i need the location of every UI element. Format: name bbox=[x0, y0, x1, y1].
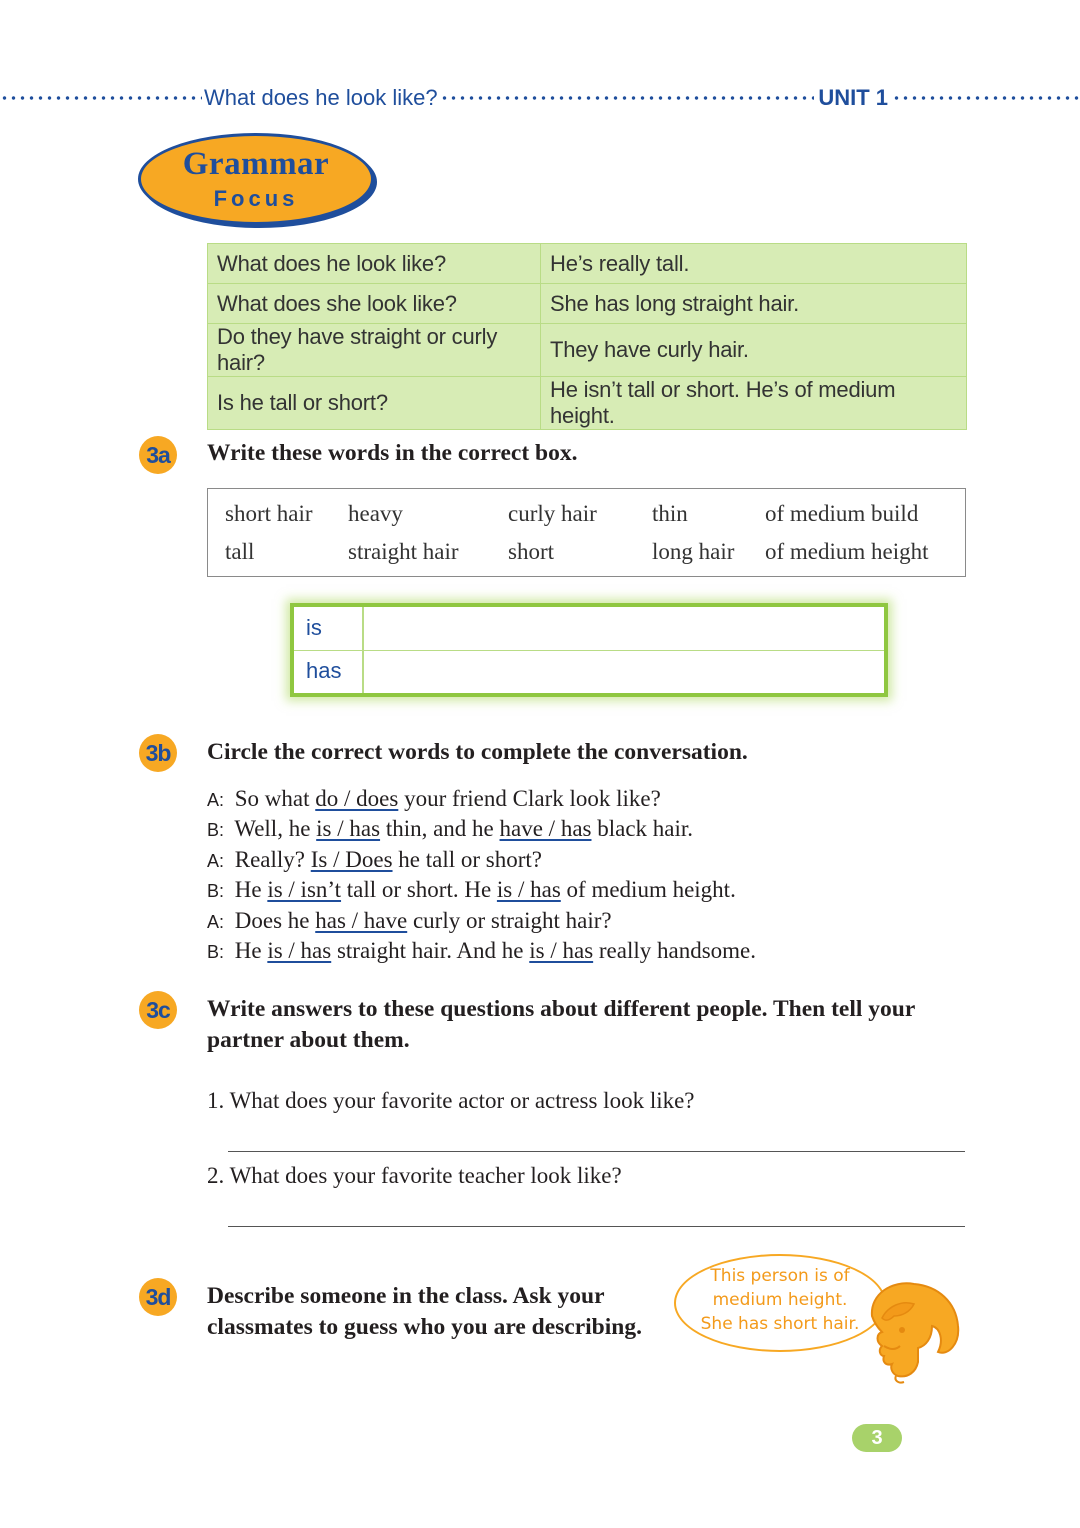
table-cell: Is he tall or short? bbox=[208, 377, 541, 430]
grammar-table bbox=[207, 243, 967, 430]
choice-option[interactable]: is / has bbox=[267, 937, 332, 963]
conversation-line bbox=[207, 786, 907, 816]
word-bank-item: short hair bbox=[225, 501, 313, 526]
bubble-line: She has short hair. bbox=[700, 1314, 860, 1334]
header-dots-right bbox=[892, 86, 1080, 110]
line-text: he tall or short? bbox=[392, 846, 542, 872]
question-1: 1. What does your favorite actor or actress look like? bbox=[207, 1088, 695, 1113]
line-text: He bbox=[234, 877, 268, 903]
line-text: Does he bbox=[234, 907, 316, 933]
table-cell: He isn’t tall or short. He’s of medium height. bbox=[541, 377, 967, 430]
logo-word-grammar: Grammar bbox=[182, 146, 330, 182]
answer-line-2[interactable] bbox=[228, 1226, 965, 1227]
conversation-line bbox=[207, 847, 907, 877]
line-text: Well, he bbox=[234, 816, 317, 842]
speaker-label: B: bbox=[207, 881, 225, 902]
speaker-label: A: bbox=[207, 911, 225, 932]
conversation-line bbox=[207, 877, 907, 907]
word-bank-item: tall bbox=[225, 539, 255, 564]
word-bank-item: straight hair bbox=[348, 539, 459, 564]
table-cell: He’s really tall. bbox=[541, 244, 967, 284]
line-text: tall or short. He bbox=[341, 877, 497, 903]
word-bank-item: long hair bbox=[652, 539, 735, 564]
line-text: black hair. bbox=[591, 816, 694, 842]
line-text: So what bbox=[234, 786, 316, 811]
bubble-line: medium height. bbox=[712, 1290, 848, 1310]
speaker-label: B: bbox=[207, 820, 225, 841]
is-answer-area[interactable] bbox=[366, 611, 880, 646]
page-header bbox=[0, 86, 1080, 110]
choice-option[interactable]: is / has bbox=[496, 877, 561, 903]
has-answer-area[interactable] bbox=[366, 654, 880, 689]
girl-head-illustration bbox=[852, 1276, 964, 1384]
word-bank-item: of medium height bbox=[765, 539, 929, 564]
line-text: your friend Clark look like? bbox=[398, 786, 661, 811]
conversation-line bbox=[207, 908, 907, 938]
speaker-label: B: bbox=[207, 941, 225, 962]
table-row bbox=[208, 324, 967, 377]
choice-option[interactable]: is / isn’t bbox=[267, 877, 342, 903]
conversation-line bbox=[207, 938, 907, 968]
has-row bbox=[294, 650, 884, 693]
page-number: 3 bbox=[852, 1424, 902, 1452]
line-text: straight hair. And he bbox=[331, 937, 530, 963]
choice-option[interactable]: is / has bbox=[529, 937, 594, 963]
table-cell: What does she look like? bbox=[208, 284, 541, 324]
line-text: curly or straight hair? bbox=[407, 907, 612, 933]
line-text: He bbox=[234, 937, 268, 963]
table-cell: Do they have straight or curly hair? bbox=[208, 324, 541, 377]
word-bank bbox=[207, 488, 966, 577]
table-row bbox=[208, 284, 967, 324]
line-text: really handsome. bbox=[593, 937, 757, 963]
word-bank-item: curly hair bbox=[508, 501, 597, 526]
section-3c-instruction-line1: Write answers to these questions about different people. Then tell your bbox=[207, 996, 916, 1022]
word-bank-item: thin bbox=[652, 501, 688, 526]
header-unit: UNIT 1 bbox=[818, 85, 888, 110]
logo-word-focus: Focus bbox=[213, 186, 299, 211]
word-bank-item: short bbox=[508, 539, 554, 564]
choice-option[interactable]: Is / Does bbox=[310, 846, 393, 872]
speaker-label: A: bbox=[207, 850, 225, 871]
grammar-focus-logo bbox=[138, 133, 374, 225]
conversation bbox=[207, 786, 907, 968]
word-bank-item: of medium build bbox=[765, 501, 919, 526]
header-dots-middle bbox=[440, 86, 815, 110]
word-bank-item: heavy bbox=[348, 501, 403, 526]
section-3c-instruction-line2: partner about them. bbox=[207, 1027, 410, 1053]
section-3d-instruction-line1: Describe someone in the class. Ask your bbox=[207, 1283, 605, 1309]
choice-option[interactable]: is / has bbox=[316, 816, 381, 842]
is-label: is bbox=[306, 615, 322, 640]
header-title: What does he look like? bbox=[204, 85, 438, 110]
table-cell: They have curly hair. bbox=[541, 324, 967, 377]
section-badge-3d: 3d bbox=[139, 1278, 177, 1316]
has-label: has bbox=[306, 658, 342, 683]
table-cell: She has long straight hair. bbox=[541, 284, 967, 324]
is-has-answer-box bbox=[290, 603, 888, 697]
section-badge-3c: 3c bbox=[139, 991, 177, 1029]
section-3d-instruction-line2: classmates to guess who you are describing. bbox=[207, 1314, 642, 1340]
is-row bbox=[294, 607, 884, 651]
answer-line-1[interactable] bbox=[228, 1151, 965, 1152]
question-2: 2. What does your favorite teacher look like? bbox=[207, 1163, 622, 1188]
speaker-label: A: bbox=[207, 790, 225, 810]
choice-option[interactable]: have / has bbox=[499, 816, 592, 842]
choice-option[interactable]: has / have bbox=[315, 907, 408, 933]
section-badge-3a: 3a bbox=[139, 436, 177, 474]
table-row bbox=[208, 244, 967, 284]
bubble-line: This person is of bbox=[710, 1266, 850, 1286]
conversation-line bbox=[207, 816, 907, 846]
line-text: thin, and he bbox=[380, 816, 500, 842]
header-dots-left bbox=[0, 86, 202, 110]
section-3a-instruction: Write these words in the correct box. bbox=[207, 440, 578, 466]
table-row bbox=[208, 377, 967, 430]
section-badge-3b: 3b bbox=[139, 734, 177, 772]
choice-option[interactable]: do / does bbox=[315, 786, 399, 811]
line-text: of medium height. bbox=[560, 877, 736, 903]
section-3b-instruction: Circle the correct words to complete the conversation. bbox=[207, 739, 748, 765]
table-cell: What does he look like? bbox=[208, 244, 541, 284]
line-text: Really? bbox=[234, 846, 311, 872]
